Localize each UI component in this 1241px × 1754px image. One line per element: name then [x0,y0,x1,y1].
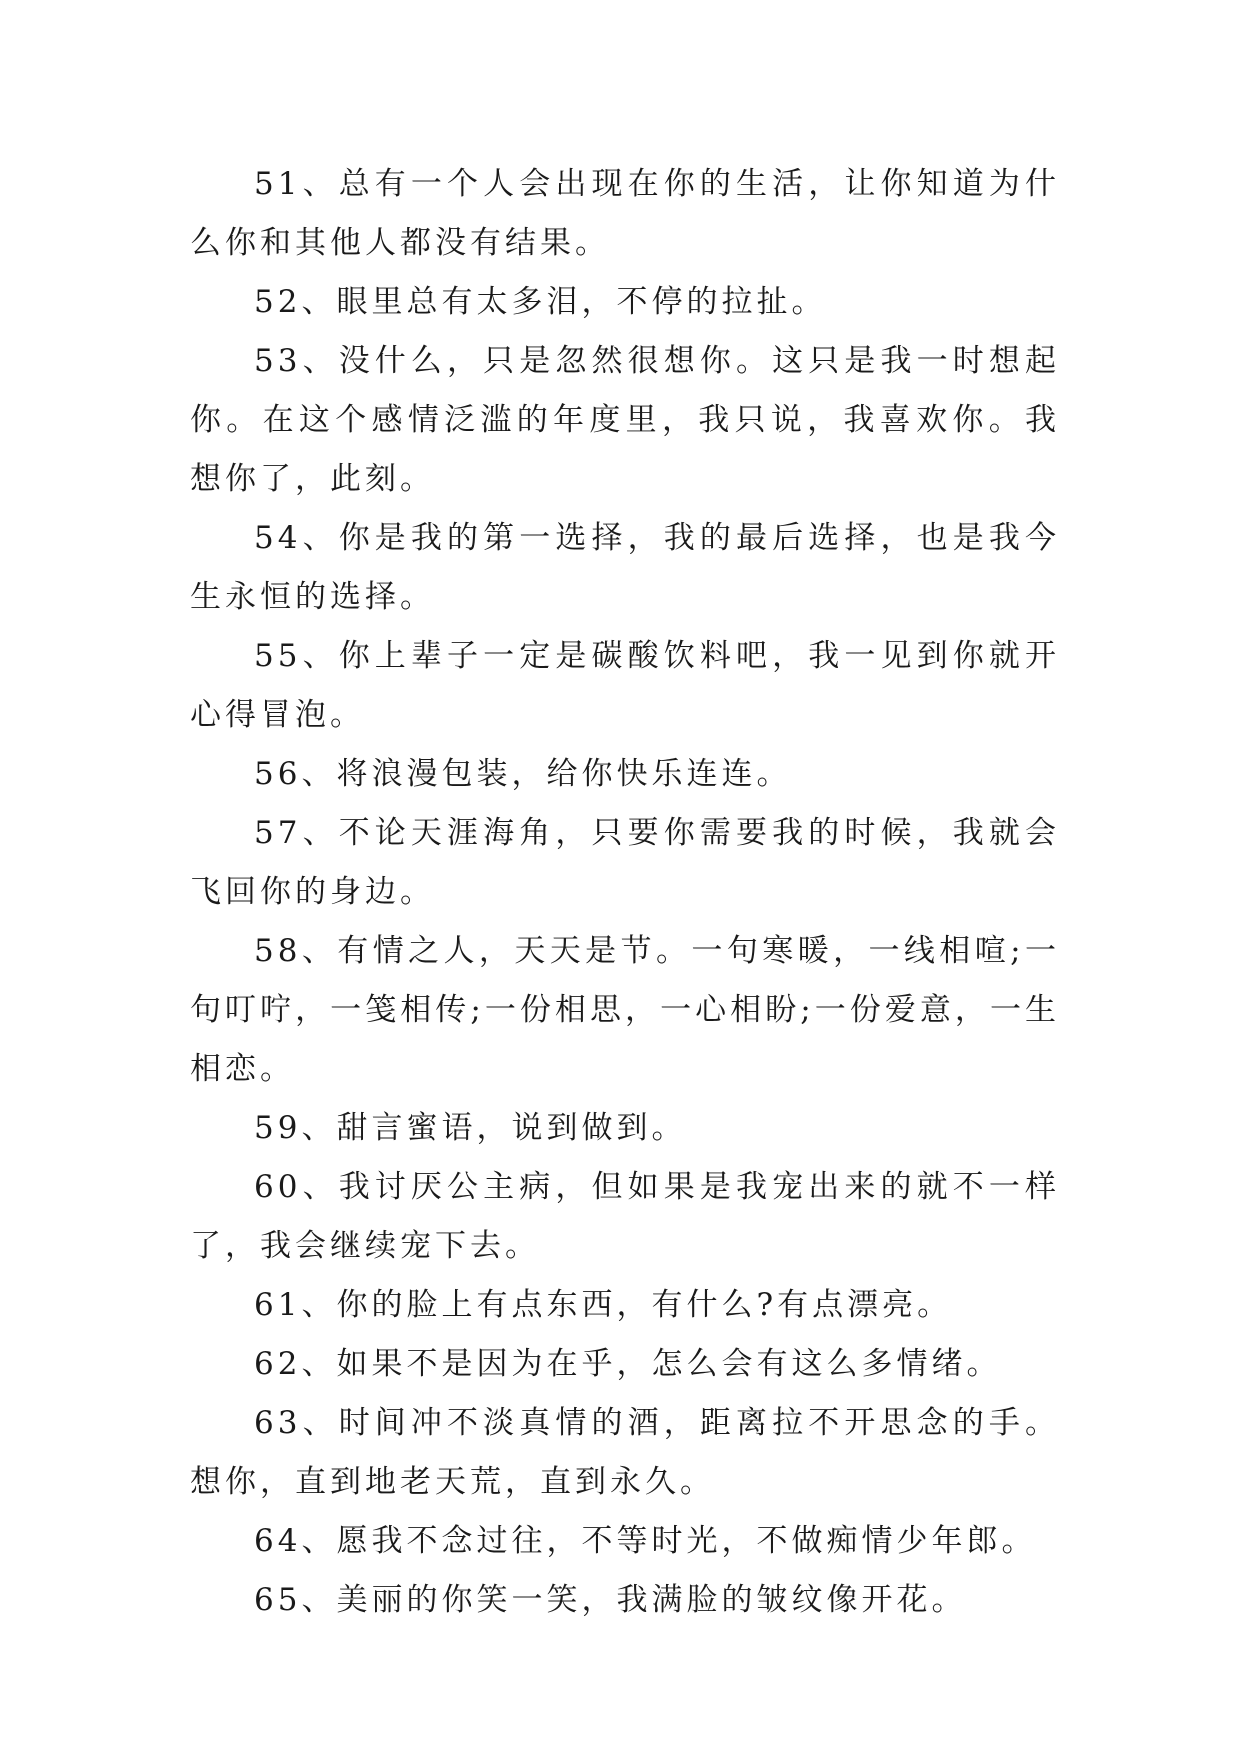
paragraph-63: 63、时间冲不淡真情的酒，距离拉不开思念的手。想你，直到地老天荒，直到永久。 [190,1405,1060,1500]
paragraph-53: 53、没什么，只是忽然很想你。这只是我一时想起你。在这个感情泛滥的年度里，我只说，我喜欢你。我想你了，此刻。 [190,343,1060,497]
paragraph-52: 52、眼里总有太多泪，不停的拉扯。 [254,284,827,320]
paragraph-56: 56、将浪漫包装，给你快乐连连。 [254,756,792,792]
document-body [190,155,1060,1630]
paragraph-65: 65、美丽的你笑一笑，我满脸的皱纹像开花。 [254,1582,967,1618]
paragraph-55: 55、你上辈子一定是碳酸饮料吧，我一见到你就开心得冒泡。 [190,638,1060,733]
paragraph-59: 59、甜言蜜语，说到做到。 [254,1110,687,1146]
paragraph-61: 61、你的脸上有点东西，有什么?有点漂亮。 [254,1287,953,1323]
paragraph-57: 57、不论天涯海角，只要你需要我的时候，我就会飞回你的身边。 [190,815,1060,910]
paragraph-54: 54、你是我的第一选择，我的最后选择，也是我今生永恒的选择。 [190,520,1060,615]
paragraph-58: 58、有情之人，天天是节。一句寒暖，一线相喧;一句叮咛，一笺相传;一份相思，一心相盼;一份爱意，一生相恋。 [190,933,1060,1087]
paragraph-62: 62、如果不是因为在乎，怎么会有这么多情绪。 [254,1346,1002,1382]
paragraph-51: 51、总有一个人会出现在你的生活，让你知道为什么你和其他人都没有结果。 [190,166,1060,261]
paragraph-60: 60、我讨厌公主病，但如果是我宠出来的就不一样了，我会继续宠下去。 [190,1169,1060,1264]
paragraph-64: 64、愿我不念过往，不等时光，不做痴情少年郎。 [254,1523,1037,1559]
